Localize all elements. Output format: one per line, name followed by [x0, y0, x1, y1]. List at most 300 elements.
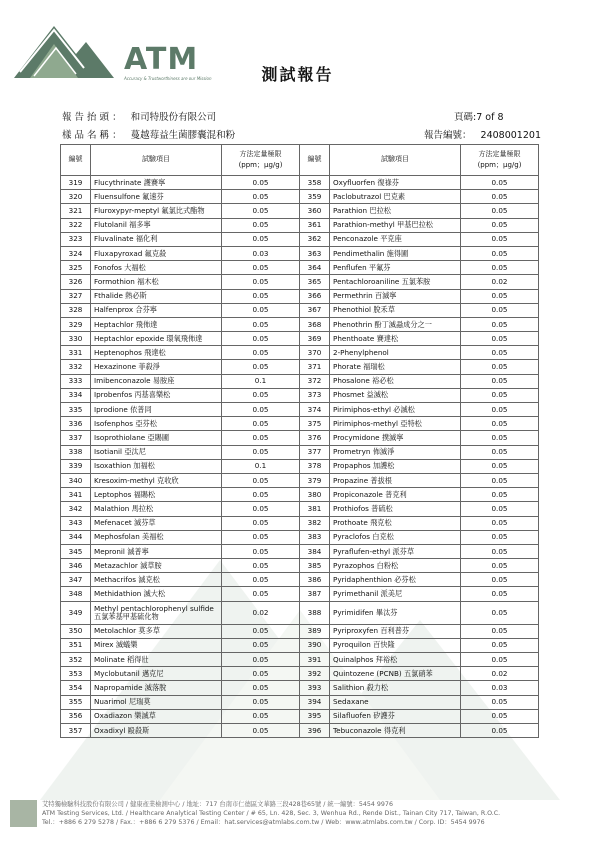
- row-number: 344: [61, 530, 91, 544]
- table-row: [61, 176, 539, 190]
- test-item: Phosalone 裕必松: [330, 374, 461, 388]
- quantification-limit: 0.05: [461, 346, 539, 360]
- quantification-limit: 0.05: [461, 204, 539, 218]
- test-item: Permethrin 百滅寧: [330, 289, 461, 303]
- row-number: 387: [300, 587, 330, 601]
- test-item: Isotianil 亞汰尼: [91, 445, 222, 459]
- table-row: [61, 601, 539, 624]
- limit-header-line1: 方法定量極限: [478, 149, 521, 158]
- test-item: Phenothrin 酚丁滅蝨成分之一: [330, 317, 461, 331]
- test-item: Leptophos 福賜松: [91, 488, 222, 502]
- table-row: [61, 473, 539, 487]
- test-item: Flucythrinate 護賽寧: [91, 176, 222, 190]
- row-number: 356: [61, 709, 91, 723]
- column-header-limit: [222, 145, 300, 176]
- row-number: 372: [300, 374, 330, 388]
- row-number: 339: [61, 459, 91, 473]
- table-row: [61, 317, 539, 331]
- table-row: [61, 246, 539, 260]
- row-number: 347: [61, 573, 91, 587]
- test-item: Penconazole 平克座: [330, 232, 461, 246]
- test-item: Methyl pentachlorophenyl sulfide 五氯苯基甲基硫化物: [91, 601, 222, 624]
- test-item: Pyrimethanil 派美尼: [330, 587, 461, 601]
- row-number: 343: [61, 516, 91, 530]
- sample-label: 樣 品 名 稱 ：: [62, 130, 122, 141]
- table-row: [61, 232, 539, 246]
- test-item: Tebuconazole 得克利: [330, 723, 461, 737]
- test-item: Myclobutanil 邁克尼: [91, 667, 222, 681]
- quantification-limit: 0.05: [222, 317, 300, 331]
- test-item: Pyraflufen-ethyl 派芬草: [330, 544, 461, 558]
- sample-value: 蔓越莓益生菌膠囊混和粉: [130, 130, 236, 141]
- row-number: 349: [61, 601, 91, 624]
- test-item: Mefenacet 滅芬草: [91, 516, 222, 530]
- quantification-limit: 0.1: [222, 374, 300, 388]
- row-number: 390: [300, 638, 330, 652]
- test-item: Quintozene (PCNB) 五氯硝苯: [330, 667, 461, 681]
- row-number: 393: [300, 681, 330, 695]
- quantification-limit: 0.05: [461, 388, 539, 402]
- quantification-limit: 0.05: [222, 573, 300, 587]
- test-item: Metolachlor 莫多草: [91, 624, 222, 638]
- table-row: [61, 653, 539, 667]
- quantification-limit: 0.05: [222, 261, 300, 275]
- quantification-limit: 0.03: [461, 681, 539, 695]
- table-row: [61, 360, 539, 374]
- row-number: 358: [300, 176, 330, 190]
- test-item: Iprobenfos 丙基喜樂松: [91, 388, 222, 402]
- row-number: 373: [300, 388, 330, 402]
- test-item: Propiconazole 普克利: [330, 488, 461, 502]
- table-row: [61, 723, 539, 737]
- test-item: Pyraclofos 白克松: [330, 530, 461, 544]
- quantification-limit: 0.05: [222, 723, 300, 737]
- test-item: Penflufen 平氟芬: [330, 261, 461, 275]
- quantification-limit: 0.05: [222, 516, 300, 530]
- test-item: Nuarimol 尼瑞莫: [91, 695, 222, 709]
- row-number: 322: [61, 218, 91, 232]
- test-item: Isofenphos 亞芬松: [91, 417, 222, 431]
- row-number: 395: [300, 709, 330, 723]
- quantification-limit: 0.05: [461, 624, 539, 638]
- quantification-limit: 0.05: [461, 431, 539, 445]
- table-row: [61, 667, 539, 681]
- quantification-limit: 0.05: [222, 289, 300, 303]
- table-row: [61, 417, 539, 431]
- test-item: Heptachlor 飛佈達: [91, 317, 222, 331]
- test-item: Kresoxim-methyl 克收欣: [91, 473, 222, 487]
- row-number: 319: [61, 176, 91, 190]
- quantification-limit: 0.05: [461, 573, 539, 587]
- table-row: [61, 459, 539, 473]
- report-no-value: 2408001201: [480, 130, 541, 141]
- row-number: 394: [300, 695, 330, 709]
- test-item: Pyridaphenthion 必芬松: [330, 573, 461, 587]
- quantification-limit: 0.05: [222, 303, 300, 317]
- quantification-limit: 0.05: [461, 587, 539, 601]
- column-header-item: 試驗項目: [330, 145, 461, 176]
- document-title: 測試報告: [261, 65, 334, 84]
- table-row: [61, 502, 539, 516]
- quantification-limit: 0.05: [461, 360, 539, 374]
- results-table: [60, 144, 539, 738]
- test-item: Fluxapyroxad 氟克殺: [91, 246, 222, 260]
- table-row: [61, 530, 539, 544]
- row-number: 364: [300, 261, 330, 275]
- applicant-line: [62, 109, 216, 123]
- row-number: 385: [300, 559, 330, 573]
- row-number: 359: [300, 190, 330, 204]
- row-number: 324: [61, 246, 91, 260]
- test-item: Fluvalinate 福化利: [91, 232, 222, 246]
- quantification-limit: 0.05: [461, 176, 539, 190]
- quantification-limit: 0.05: [461, 601, 539, 624]
- test-item: Methacrifos 滅克松: [91, 573, 222, 587]
- row-number: 340: [61, 473, 91, 487]
- table-row: [61, 303, 539, 317]
- row-number: 355: [61, 695, 91, 709]
- row-number: 326: [61, 275, 91, 289]
- quantification-limit: 0.05: [461, 218, 539, 232]
- row-number: 350: [61, 624, 91, 638]
- row-number: 345: [61, 544, 91, 558]
- quantification-limit: 0.05: [461, 289, 539, 303]
- quantification-limit: 0.05: [222, 332, 300, 346]
- test-item: Isoxathion 加福松: [91, 459, 222, 473]
- test-item: Mephosfolan 美福松: [91, 530, 222, 544]
- row-number: 357: [61, 723, 91, 737]
- test-item: Prothoate 飛克松: [330, 516, 461, 530]
- quantification-limit: 0.05: [222, 403, 300, 417]
- quantification-limit: 0.05: [461, 695, 539, 709]
- quantification-limit: 0.05: [222, 218, 300, 232]
- test-item: Parathion-methyl 甲基巴拉松: [330, 218, 461, 232]
- test-item: Fthalide 熱必斯: [91, 289, 222, 303]
- page-number: [454, 109, 504, 123]
- test-item: Paclobutrazol 巴克素: [330, 190, 461, 204]
- quantification-limit: 0.05: [461, 473, 539, 487]
- test-item: Heptachlor epoxide 環氧飛佈達: [91, 332, 222, 346]
- test-item: Phorate 福瑞松: [330, 360, 461, 374]
- quantification-limit: 0.05: [222, 559, 300, 573]
- quantification-limit: 0.05: [222, 544, 300, 558]
- test-item: Oxadiazon 樂滅草: [91, 709, 222, 723]
- quantification-limit: 0.05: [222, 473, 300, 487]
- quantification-limit: 0.05: [222, 667, 300, 681]
- table-row: [61, 204, 539, 218]
- limit-header-line2: (ppm；μg/g): [238, 160, 283, 169]
- logo-wordmark: ATM: [124, 42, 199, 77]
- row-number: 331: [61, 346, 91, 360]
- table-row: [61, 516, 539, 530]
- row-number: 332: [61, 360, 91, 374]
- row-number: 381: [300, 502, 330, 516]
- test-item: Parathion 巴拉松: [330, 204, 461, 218]
- quantification-limit: 0.05: [461, 403, 539, 417]
- row-number: 360: [300, 204, 330, 218]
- row-number: 391: [300, 653, 330, 667]
- table-header-row: [61, 145, 539, 176]
- quantification-limit: 0.05: [222, 445, 300, 459]
- row-number: 371: [300, 360, 330, 374]
- row-number: 352: [61, 653, 91, 667]
- table-row: [61, 431, 539, 445]
- test-item: 2-Phenylphenol: [330, 346, 461, 360]
- quantification-limit: 0.05: [222, 488, 300, 502]
- row-number: 368: [300, 317, 330, 331]
- test-item: Propaphos 加護松: [330, 459, 461, 473]
- report-no-label: 報告編號：: [424, 130, 472, 141]
- table-row: [61, 190, 539, 204]
- test-item: Phenothiol 脫禾草: [330, 303, 461, 317]
- quantification-limit: 0.05: [461, 459, 539, 473]
- table-row: [61, 374, 539, 388]
- quantification-limit: 0.05: [222, 587, 300, 601]
- table-row: [61, 346, 539, 360]
- row-number: 354: [61, 681, 91, 695]
- quantification-limit: 0.05: [461, 502, 539, 516]
- quantification-limit: 0.05: [461, 488, 539, 502]
- test-item: Pirimiphos-methyl 亞特松: [330, 417, 461, 431]
- row-number: 323: [61, 232, 91, 246]
- quantification-limit: 0.05: [222, 431, 300, 445]
- quantification-limit: 0.05: [461, 232, 539, 246]
- table-row: [61, 709, 539, 723]
- row-number: 388: [300, 601, 330, 624]
- quantification-limit: 0.02: [461, 275, 539, 289]
- row-number: 327: [61, 289, 91, 303]
- row-number: 370: [300, 346, 330, 360]
- table-row: [61, 218, 539, 232]
- quantification-limit: 0.02: [222, 601, 300, 624]
- table-row: [61, 681, 539, 695]
- quantification-limit: 0.05: [461, 723, 539, 737]
- row-number: 366: [300, 289, 330, 303]
- row-number: 396: [300, 723, 330, 737]
- quantification-limit: 0.05: [461, 317, 539, 331]
- test-item: Silafluofen 矽護芬: [330, 709, 461, 723]
- test-item: Napropamide 滅落脫: [91, 681, 222, 695]
- row-number: 384: [300, 544, 330, 558]
- footer-logo-icon: [10, 800, 37, 827]
- table-row: [61, 573, 539, 587]
- quantification-limit: 0.05: [222, 502, 300, 516]
- quantification-limit: 0.05: [461, 516, 539, 530]
- quantification-limit: 0.05: [222, 176, 300, 190]
- test-item: Fluensulfone 氟速芬: [91, 190, 222, 204]
- row-number: 367: [300, 303, 330, 317]
- table-row: [61, 559, 539, 573]
- test-item: Iprodione 依普同: [91, 403, 222, 417]
- row-number: 320: [61, 190, 91, 204]
- table-row: [61, 638, 539, 652]
- test-item: Quinalphos 拜裕松: [330, 653, 461, 667]
- test-item: Salithion 殺力松: [330, 681, 461, 695]
- quantification-limit: 0.05: [461, 530, 539, 544]
- test-item: Pyrazophos 白粉松: [330, 559, 461, 573]
- test-item: Pyroquilon 百快隆: [330, 638, 461, 652]
- sample-line: [62, 127, 235, 141]
- test-item: Propazine 普拔根: [330, 473, 461, 487]
- row-number: 380: [300, 488, 330, 502]
- page-value: 7 of 8: [476, 112, 504, 123]
- limit-header-line2: (ppm；μg/g): [477, 160, 522, 169]
- quantification-limit: 0.05: [461, 332, 539, 346]
- column-header-no: 編號: [61, 145, 91, 176]
- row-number: 328: [61, 303, 91, 317]
- table-row: [61, 403, 539, 417]
- test-item: Mepronil 滅普寧: [91, 544, 222, 558]
- test-item: Fluroxypyr-meptyl 氟氯比式酯物: [91, 204, 222, 218]
- row-number: 386: [300, 573, 330, 587]
- quantification-limit: 0.05: [461, 559, 539, 573]
- row-number: 321: [61, 204, 91, 218]
- row-number: 333: [61, 374, 91, 388]
- quantification-limit: 0.05: [222, 204, 300, 218]
- page-label: 頁碼:: [454, 112, 477, 123]
- quantification-limit: 0.05: [461, 190, 539, 204]
- column-header-item: 試驗項目: [91, 145, 222, 176]
- report-number: [424, 127, 541, 141]
- quantification-limit: 0.05: [222, 360, 300, 374]
- row-number: 392: [300, 667, 330, 681]
- row-number: 374: [300, 403, 330, 417]
- applicant-label: 報 告 抬 頭 ：: [62, 112, 122, 123]
- table-row: [61, 275, 539, 289]
- row-number: 382: [300, 516, 330, 530]
- table-row: [61, 544, 539, 558]
- test-item: Sedaxane: [330, 695, 461, 709]
- test-item: Isoprothiolane 亞賜圃: [91, 431, 222, 445]
- test-item: Oxyfluorfen 復祿芬: [330, 176, 461, 190]
- row-number: 346: [61, 559, 91, 573]
- test-item: Pyrimidifen 畢汰芬: [330, 601, 461, 624]
- row-number: 379: [300, 473, 330, 487]
- quantification-limit: 0.02: [461, 667, 539, 681]
- quantification-limit: 0.05: [222, 695, 300, 709]
- footer: [0, 796, 595, 841]
- table-row: [61, 261, 539, 275]
- row-number: 383: [300, 530, 330, 544]
- logo-tagline: Accuracy & Trustworthiness are our Mission: [124, 76, 212, 81]
- quantification-limit: 0.05: [222, 417, 300, 431]
- row-number: 377: [300, 445, 330, 459]
- row-number: 335: [61, 403, 91, 417]
- quantification-limit: 0.1: [222, 459, 300, 473]
- test-item: Phosmet 益滅松: [330, 388, 461, 402]
- test-item: Imibenconazole 易胺座: [91, 374, 222, 388]
- table-row: [61, 624, 539, 638]
- row-number: 362: [300, 232, 330, 246]
- row-number: 334: [61, 388, 91, 402]
- test-item: Prometryn 佈滅淨: [330, 445, 461, 459]
- column-header-no: 編號: [300, 145, 330, 176]
- applicant-value: 和司特股份有限公司: [130, 112, 217, 123]
- quantification-limit: 0.05: [461, 445, 539, 459]
- row-number: 378: [300, 459, 330, 473]
- quantification-limit: 0.05: [222, 190, 300, 204]
- table-row: [61, 587, 539, 601]
- table-row: [61, 488, 539, 502]
- test-item: Halfenprox 合芬寧: [91, 303, 222, 317]
- test-item: Oxadixyl 毆殺斯: [91, 723, 222, 737]
- row-number: 342: [61, 502, 91, 516]
- test-item: Heptenophos 飛達松: [91, 346, 222, 360]
- footer-line-2: ATM Testing Services, Ltd. / Healthcare Analytical Testing Center / # 65, Ln. 428, Sec. 3, Wenhua Rd., Rende Dist., Tainan City 717, Taiwan, R.O.C.: [42, 810, 501, 817]
- test-item: Methidathion 滅大松: [91, 587, 222, 601]
- test-item: Prothiofos 普硫松: [330, 502, 461, 516]
- row-number: 341: [61, 488, 91, 502]
- test-item: Pendimethalin 施得圃: [330, 246, 461, 260]
- test-item: Malathion 馬拉松: [91, 502, 222, 516]
- row-number: 363: [300, 246, 330, 260]
- test-item: Pirimiphos-ethyl 必滅松: [330, 403, 461, 417]
- row-number: 376: [300, 431, 330, 445]
- test-item: Formothion 福木松: [91, 275, 222, 289]
- quantification-limit: 0.05: [461, 261, 539, 275]
- test-item: Pyriproxyfen 百利普芬: [330, 624, 461, 638]
- row-number: 353: [61, 667, 91, 681]
- table-row: [61, 289, 539, 303]
- quantification-limit: 0.05: [461, 544, 539, 558]
- limit-header-line1: 方法定量極限: [239, 149, 282, 158]
- row-number: 330: [61, 332, 91, 346]
- quantification-limit: 0.05: [461, 417, 539, 431]
- row-number: 375: [300, 417, 330, 431]
- table-row: [61, 388, 539, 402]
- quantification-limit: 0.05: [222, 709, 300, 723]
- test-item: Metazachlor 滅草胺: [91, 559, 222, 573]
- table-row: [61, 445, 539, 459]
- test-item: Hexazinone 菲殺淨: [91, 360, 222, 374]
- quantification-limit: 0.05: [461, 246, 539, 260]
- row-number: 336: [61, 417, 91, 431]
- quantification-limit: 0.05: [222, 530, 300, 544]
- row-number: 365: [300, 275, 330, 289]
- quantification-limit: 0.05: [222, 232, 300, 246]
- quantification-limit: 0.05: [461, 709, 539, 723]
- row-number: 325: [61, 261, 91, 275]
- quantification-limit: 0.03: [222, 246, 300, 260]
- quantification-limit: 0.05: [222, 346, 300, 360]
- test-item: Phenthoate 賽達松: [330, 332, 461, 346]
- quantification-limit: 0.05: [222, 638, 300, 652]
- row-number: 329: [61, 317, 91, 331]
- row-number: 351: [61, 638, 91, 652]
- table-row: [61, 695, 539, 709]
- quantification-limit: 0.05: [222, 388, 300, 402]
- test-item: Procymidone 撲滅寧: [330, 431, 461, 445]
- row-number: 338: [61, 445, 91, 459]
- quantification-limit: 0.05: [222, 681, 300, 695]
- quantification-limit: 0.05: [461, 638, 539, 652]
- column-header-limit: [461, 145, 539, 176]
- quantification-limit: 0.05: [222, 624, 300, 638]
- quantification-limit: 0.05: [461, 653, 539, 667]
- row-number: 337: [61, 431, 91, 445]
- footer-line-3: Tel.：+886 6 279 5278 / Fax.：+886 6 279 5376 / Email：hat.services@atmlabs.com.tw / Web：www.atmlabs.com.tw / Corp. ID：5454 9976: [42, 819, 485, 826]
- row-number: 361: [300, 218, 330, 232]
- quantification-limit: 0.05: [222, 653, 300, 667]
- row-number: 348: [61, 587, 91, 601]
- test-item: Flutolanil 福多寧: [91, 218, 222, 232]
- row-number: 369: [300, 332, 330, 346]
- test-item: Molinate 稻得壯: [91, 653, 222, 667]
- quantification-limit: 0.05: [461, 303, 539, 317]
- test-item: Fonofos 大福松: [91, 261, 222, 275]
- row-number: 389: [300, 624, 330, 638]
- quantification-limit: 0.05: [461, 374, 539, 388]
